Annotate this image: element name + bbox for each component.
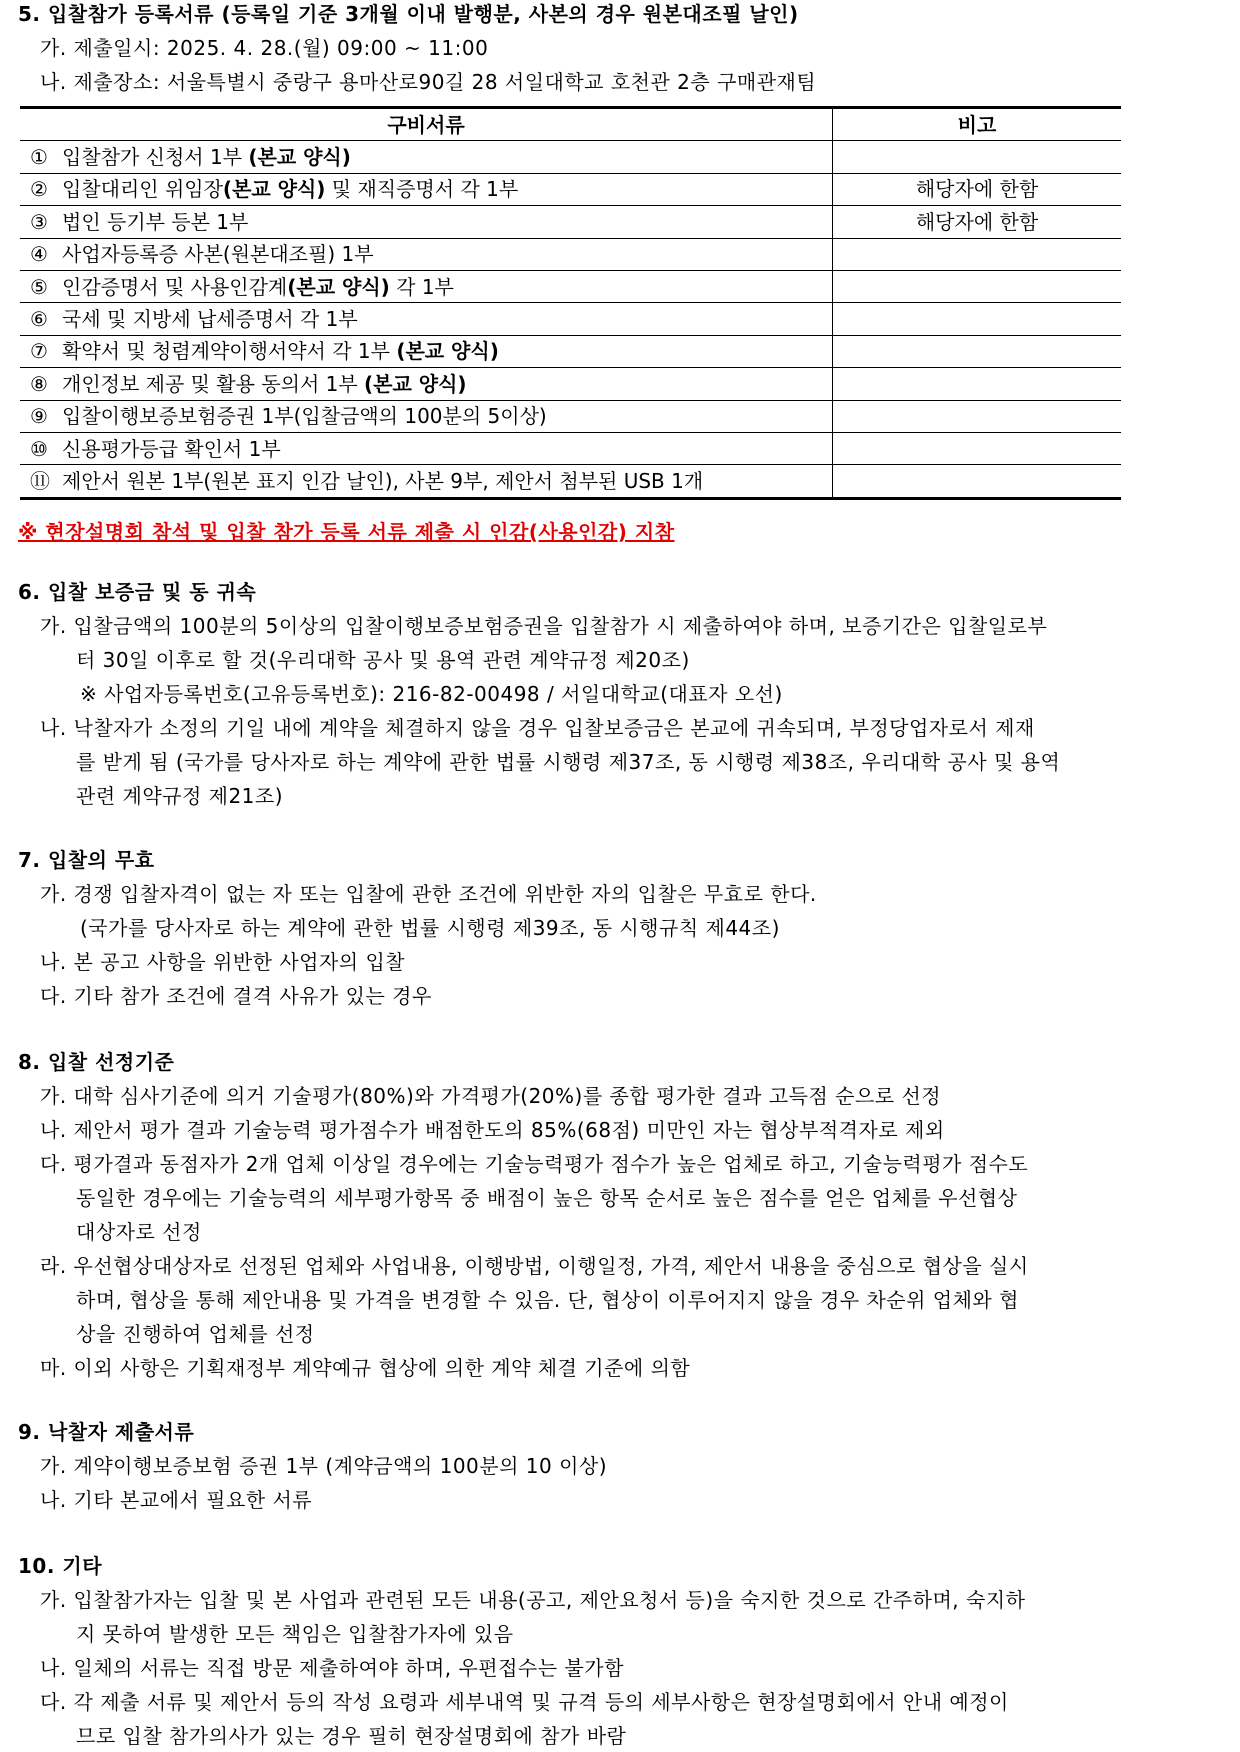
s8-item-ra-1: 라. 우선협상대상자로 선정된 업체와 사업내용, 이행방법, 이행일정, 가격, 제안서 내용을 중심으로 협상을 실시 (40, 1254, 1029, 1278)
section-6-heading: 6. 입찰 보증금 및 동 귀속 (18, 580, 257, 604)
section-10-heading: 10. 기타 (18, 1554, 103, 1578)
s8-item-ra-2: 하며, 협상을 통해 제안내용 및 가격을 변경할 수 있음. 단, 협상이 이루어지지 않을 경우 차순위 업체와 협 (76, 1288, 1019, 1312)
document-cell (20, 400, 833, 432)
document-name: 개인정보 제공 및 활용 동의서 1부 (62, 371, 365, 396)
table-row (20, 368, 1121, 400)
table-row (20, 400, 1121, 432)
s7-item-ga-2: (국가를 당사자로 하는 계약에 관한 법률 시행령 제39조, 동 시행규칙 제44조) (80, 916, 780, 940)
remark-cell (833, 270, 1122, 302)
document-name-suffix: 및 재직증명서 각 1부 (325, 177, 519, 202)
s5-item-ga: 가. 제출일시: 2025. 4. 28.(월) 09:00 ~ 11:00 (40, 36, 489, 60)
form-note: (본교 양식) (396, 339, 499, 364)
s8-item-da-1: 다. 평가결과 동점자가 2개 업체 이상일 경우에는 기술능력평가 점수가 높은 업체로 하고, 기술능력평가 점수도 (40, 1152, 1029, 1176)
s8-item-na: 나. 제안서 평가 결과 기술능력 평가점수가 배점한도의 85%(68점) 미만인 자는 협상부적격자로 제외 (40, 1118, 945, 1142)
form-note: (본교 양식) (364, 371, 467, 396)
document-name: 국세 및 지방세 납세증명서 각 1부 (62, 307, 358, 332)
document-name: 법인 등기부 등본 1부 (62, 209, 249, 234)
remark-cell (833, 368, 1122, 400)
s8-item-ma: 마. 이외 사항은 기획재정부 계약예규 협상에 의한 계약 체결 기준에 의함 (40, 1356, 691, 1380)
s7-item-na: 나. 본 공고 사항을 위반한 사업자의 입찰 (40, 950, 406, 974)
remark-cell (833, 400, 1122, 432)
remark-cell (833, 238, 1122, 270)
document-name: 입찰참가 신청서 1부 (62, 145, 249, 170)
remark-cell: 해당자에 한함 (833, 206, 1122, 238)
section-5-heading: 5. 입찰참가 등록서류 (등록일 기준 3개월 이내 발행분, 사본의 경우 원본대조필 날인) (18, 2, 799, 26)
table-header-remarks: 비고 (833, 108, 1122, 141)
form-note: (본교 양식) (222, 177, 326, 202)
form-note: (본교 양식) (287, 274, 390, 299)
document-name: 입찰이행보증보험증권 1부(입찰금액의 100분의 5이상) (62, 404, 547, 429)
table-row (20, 303, 1121, 335)
required-documents-table (20, 106, 1121, 500)
remark-cell: 해당자에 한함 (833, 173, 1122, 205)
table-row (20, 432, 1121, 464)
item-number: ⑧ (30, 371, 48, 396)
remark-cell (833, 303, 1122, 335)
remark-cell (833, 432, 1122, 464)
s5-item-na: 나. 제출장소: 서울특별시 중랑구 용마산로90길 28 서일대학교 호천관 2층 구매관재팀 (40, 70, 817, 94)
document-name-suffix: 각 1부 (389, 274, 454, 299)
section-7-heading: 7. 입찰의 무효 (18, 848, 155, 872)
item-number: ② (30, 177, 48, 202)
document-cell (20, 238, 833, 270)
table-row (20, 206, 1121, 238)
table-header-documents: 구비서류 (20, 108, 833, 141)
item-number: ⑨ (30, 404, 48, 429)
table-row (20, 173, 1121, 205)
s8-item-da-2: 동일한 경우에는 기술능력의 세부평가항목 중 배점이 높은 항목 순서로 높은 점수를 얻은 업체를 우선협상 (76, 1186, 1018, 1210)
item-number: ⑦ (30, 339, 48, 364)
s10-item-ga-1: 가. 입찰참가자는 입찰 및 본 사업과 관련된 모든 내용(공고, 제안요청서 등)을 숙지한 것으로 간주하며, 숙지하 (40, 1588, 1026, 1612)
s10-item-ga-2: 지 못하여 발생한 모든 책임은 입찰참가자에 있음 (76, 1622, 514, 1646)
s8-item-da-3: 대상자로 선정 (76, 1220, 202, 1244)
item-number: ⑪ (30, 468, 50, 493)
s6-item-na-1: 나. 낙찰자가 소정의 기일 내에 계약을 체결하지 않을 경우 입찰보증금은 본교에 귀속되며, 부정당업자로서 제재 (40, 716, 1035, 740)
form-note: (본교 양식) (248, 145, 351, 170)
item-number: ⑩ (30, 436, 48, 461)
document-cell (20, 335, 833, 367)
s6-item-na-2: 를 받게 됨 (국가를 당사자로 하는 계약에 관한 법률 시행령 제37조, 동 시행령 제38조, 우리대학 공사 및 용역 (76, 750, 1061, 774)
document-cell (20, 141, 833, 173)
notice-seal-required: ※ 현장설명회 참석 및 입찰 참가 등록 서류 제출 시 인감(사용인감) 지참 (18, 520, 675, 544)
s6-item-ga-2: 터 30일 이후로 할 것(우리대학 공사 및 용역 관련 계약규정 제20조) (76, 648, 690, 672)
item-number: ⑤ (30, 274, 48, 299)
document-cell (20, 206, 833, 238)
document-name: 입찰대리인 위임장 (62, 177, 223, 202)
document-cell (20, 368, 833, 400)
s6-item-na-3: 관련 계약규정 제21조) (76, 784, 284, 808)
s6-item-ga-1: 가. 입찰금액의 100분의 5이상의 입찰이행보증보험증권을 입찰참가 시 제출하여야 하며, 보증기간은 입찰일로부 (40, 614, 1048, 638)
document-cell (20, 303, 833, 335)
table-row (20, 141, 1121, 173)
s10-item-da-2: 므로 입찰 참가의사가 있는 경우 필히 현장설명회에 참가 바람 (76, 1724, 627, 1748)
s10-item-da-1: 다. 각 제출 서류 및 제안서 등의 작성 요령과 세부내역 및 규격 등의 세부사항은 현장설명회에서 안내 예정이 (40, 1690, 1009, 1714)
s9-item-na: 나. 기타 본교에서 필요한 서류 (40, 1488, 313, 1512)
item-number: ① (30, 145, 48, 170)
section-8-heading: 8. 입찰 선정기준 (18, 1050, 175, 1074)
document-cell (20, 173, 833, 205)
s8-item-ra-3: 상을 진행하여 업체를 선정 (76, 1322, 315, 1346)
document-cell (20, 432, 833, 464)
item-number: ④ (30, 242, 48, 267)
document-cell (20, 270, 833, 302)
remark-cell (833, 465, 1122, 498)
table-row (20, 465, 1121, 498)
item-number: ⑥ (30, 307, 48, 332)
s7-item-ga-1: 가. 경쟁 입찰자격이 없는 자 또는 입찰에 관한 조건에 위반한 자의 입찰은 무효로 한다. (40, 882, 817, 906)
document-name: 제안서 원본 1부(원본 표지 인감 날인), 사본 9부, 제안서 첨부된 USB 1개 (62, 468, 704, 493)
section-9-heading: 9. 낙찰자 제출서류 (18, 1420, 195, 1444)
item-number: ③ (30, 209, 48, 234)
table-row (20, 270, 1121, 302)
document-name: 인감증명서 및 사용인감계 (62, 274, 288, 299)
remark-cell (833, 141, 1122, 173)
table-row (20, 335, 1121, 367)
s6-business-number: ※ 사업자등록번호(고유등록번호): 216-82-00498 / 서일대학교(대표자 오선) (80, 682, 783, 706)
remark-cell (833, 335, 1122, 367)
s9-item-ga: 가. 계약이행보증보험 증권 1부 (계약금액의 100분의 10 이상) (40, 1454, 608, 1478)
document-name: 신용평가등급 확인서 1부 (62, 436, 281, 461)
document-cell (20, 465, 833, 498)
table-row (20, 238, 1121, 270)
s10-item-na: 나. 일체의 서류는 직접 방문 제출하여야 하며, 우편접수는 불가함 (40, 1656, 624, 1680)
s7-item-da: 다. 기타 참가 조건에 결격 사유가 있는 경우 (40, 984, 432, 1008)
document-name: 확약서 및 청렴계약이행서약서 각 1부 (62, 339, 397, 364)
document-name: 사업자등록증 사본(원본대조필) 1부 (62, 242, 374, 267)
s8-item-ga: 가. 대학 심사기준에 의거 기술평가(80%)와 가격평가(20%)를 종합 평가한 결과 고득점 순으로 선정 (40, 1084, 942, 1108)
